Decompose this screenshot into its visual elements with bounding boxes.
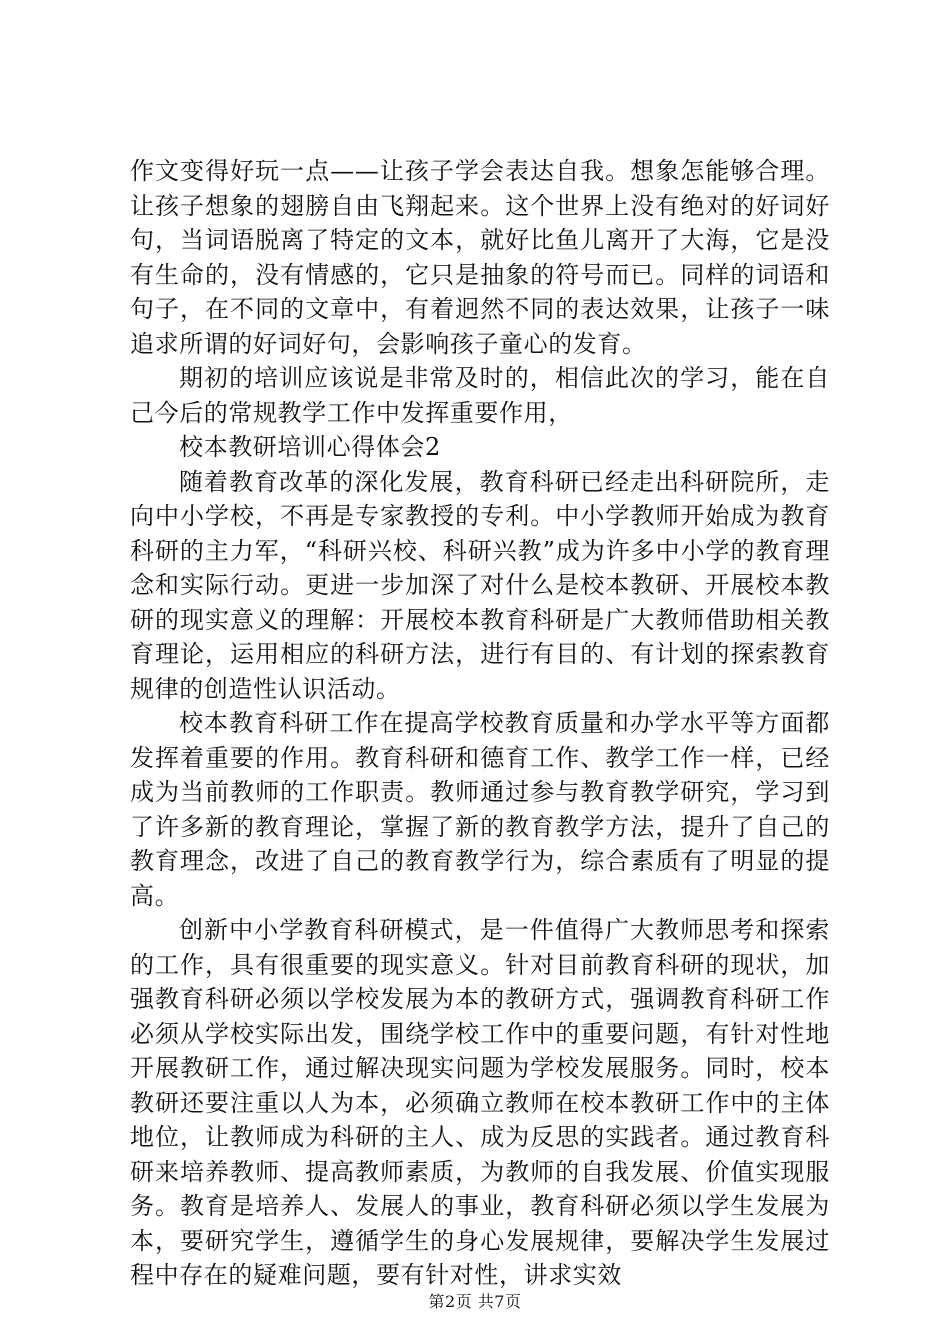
section-heading: 校本教研培训心得体会2 xyxy=(179,433,441,461)
paragraph-reform: 随着教育改革的深化发展，教育科研已经走出科研院所，走向中小学校，不再是专家教授的专利。中小学教师开始成为教育科研的主力军，“科研兴校、科研兴教”成为许多中小学的教育理念和实际行动。更进一步加深了对什么是校本教研、开展校本教研的现实意义的理解：开展校本教育科研是广大教师借助相关教育理论，运用相应的科研方法，进行有目的、有计划的探索教育规律的创造性认识活动。 xyxy=(130,467,830,703)
paragraph-training-note: 期初的培训应该说是非常及时的，相信此次的学习，能在自己今后的常规教学工作中发挥重要作用， xyxy=(130,364,830,427)
paragraph-continuation: 作文变得好玩一点——让孩子学会表达自我。想象怎能够合理。让孩子想象的翅膀自由飞翔起来。这个世界上没有绝对的好词好句，当词语脱离了特定的文本，就好比鱼儿离开了大海，它是没有生命的，没有情感的，它只是抽象的符号而已。同样的词语和句子，在不同的文章中，有着迥然不同的表达效果，让孩子一味追求所谓的好词好句，会影响孩子童心的发育。 xyxy=(130,157,830,358)
page-footer: 第2页 共7页 xyxy=(428,1292,522,1311)
document-body xyxy=(130,154,830,1293)
paragraph-school-research: 校本教育科研工作在提高学校教育质量和办学水平等方面都发挥着重要的作用。教育科研和德育工作、教学工作一样，已经成为当前教师的工作职责。教师通过参与教育教学研究，学习到了许多新的教育理论，掌握了新的教育教学方法，提升了自己的教育理念，改进了自己的教育教学行为，综合素质有了明显的提高。 xyxy=(130,709,830,910)
paragraph-innovation: 创新中小学教育科研模式，是一件值得广大教师思考和探索的工作，具有很重要的现实意义。针对目前教育科研的现状，加强教育科研必须以学校发展为本的教研方式，强调教育科研工作必须从学校实际出发，围绕学校工作中的重要问题，有针对性地开展教研工作，通过解决现实问题为学校发展服务。同时，校本教研还要注重以人为本，必须确立教师在校本教研工作中的主体地位，让教师成为科研的主人、成为反思的实践者。通过教育科研来培养教师、提高教师素质，为教师的自我发展、价值实现服务。教育是培养人、发展人的事业，教育科研必须以学生发展为本，要研究学生，遵循学生的身心发展规律，要解决学生发展过程中存在的疑难问题，要有针对性，讲求实效 xyxy=(130,916,830,1289)
